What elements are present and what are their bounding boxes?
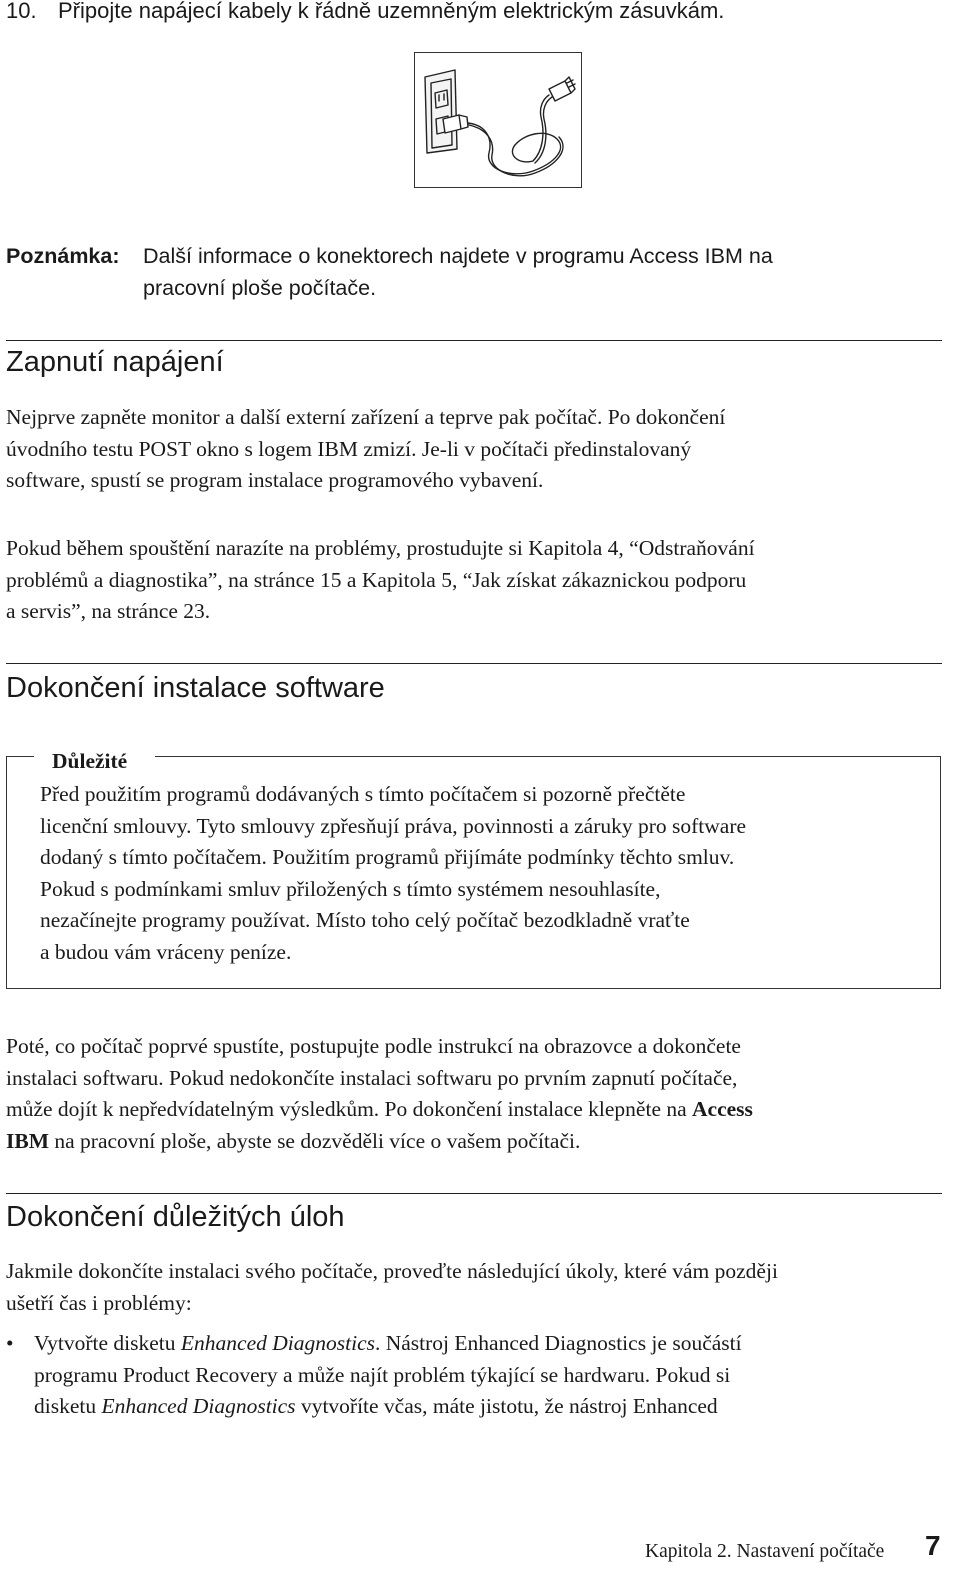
important-line: Pokud s podmínkami smluv přiložených s tímto systémem nesouhlasíte,	[40, 876, 661, 901]
bullet-marker: •	[6, 1331, 14, 1355]
note-line: Další informace o konektorech najdete v programu Access IBM na	[143, 244, 773, 268]
paragraph-text: může dojít k nepředvídatelným výsledkům. Po dokončení instalace klepněte na	[6, 1097, 693, 1121]
troubleshooting-paragraph	[6, 533, 941, 628]
section-rule	[6, 663, 942, 664]
heading-power-on: Zapnutí napájení	[6, 346, 224, 378]
bullet-line	[34, 1328, 934, 1360]
paragraph-line: problémů a diagnostika”, na stránce 15 a Kapitola 5, “Jak získat zákaznickou podporu	[6, 567, 747, 592]
step-text: Připojte napájecí kabely k řádně uzemněným elektrickým zásuvkám.	[58, 0, 725, 23]
access-ibm-keyword: IBM	[6, 1128, 49, 1153]
important-line: Před použitím programů dodávaných s tímto počítačem si pozorně přečtěte	[40, 782, 686, 806]
software-install-paragraph	[6, 1031, 941, 1157]
heading-software-install: Dokončení instalace software	[6, 672, 385, 704]
section-rule	[6, 1193, 942, 1194]
access-ibm-keyword: Access	[692, 1097, 753, 1121]
important-line: nezačínejte programy používat. Místo toho celý počítač bezodkladně vraťte	[40, 908, 690, 932]
bullet-item-diagnostics	[34, 1328, 934, 1423]
paragraph-line: Pokud během spouštění narazíte na problémy, prostudujte si Kapitola 4, “Odstraňování	[6, 536, 755, 560]
paragraph-text: na pracovní ploše, abyste se dozvěděli více o vašem počítači.	[49, 1128, 581, 1153]
bullet-text: vytvoříte včas, máte jistotu, že nástroj Enhanced	[295, 1394, 718, 1418]
important-line: licenční smlouvy. Tyto smlouvy zpřesňují práva, povinnosti a záruky pro software	[40, 813, 747, 838]
paragraph-line	[6, 1094, 941, 1126]
important-text	[40, 779, 930, 968]
tasks-intro-paragraph	[6, 1256, 941, 1319]
power-on-paragraph	[6, 402, 941, 497]
step-number: 10.	[6, 0, 37, 23]
step-10	[6, 0, 724, 26]
heading-important-tasks: Dokončení důležitých úloh	[6, 1201, 345, 1233]
bullet-text: Vytvořte disketu	[34, 1331, 181, 1355]
important-title: Důležité	[52, 749, 128, 773]
paragraph-line: a servis”, na stránce 23.	[6, 599, 211, 623]
bullet-text: . Nástroj Enhanced Diagnostics je součástí	[374, 1331, 742, 1355]
paragraph-line: ušetří čas i problémy:	[6, 1290, 192, 1315]
section-rule	[6, 340, 942, 341]
paragraph-line	[6, 1126, 941, 1158]
product-name: Enhanced Diagnostics	[180, 1331, 375, 1355]
paragraph-line: instalaci softwaru. Pokud nedokončíte instalaci softwaru po prvním zapnutí počítače,	[6, 1065, 738, 1090]
bullet-line: programu Product Recovery a může najít problém týkající se hardwaru. Pokud si	[34, 1362, 731, 1387]
page-number: 7	[925, 1530, 941, 1561]
important-line: a budou vám vráceny peníze.	[40, 939, 292, 964]
product-name: Enhanced Diagnostics	[101, 1394, 296, 1418]
important-box-top-right	[155, 756, 941, 757]
footer-chapter: Kapitola 2. Nastavení počítače	[645, 1541, 885, 1562]
note-text	[143, 241, 933, 304]
note-line: pracovní ploše počítače.	[143, 275, 377, 300]
paragraph-line: úvodního testu POST okno s logem IBM zmizí. Je-li v počítači předinstalovaný	[6, 436, 692, 461]
important-line: dodaný s tímto počítačem. Použitím programů přijímáte podmínky těchto smluv.	[40, 845, 735, 869]
paragraph-line: Jakmile dokončíte instalaci svého počítače, proveďte následující úkoly, které vám později	[6, 1259, 778, 1283]
note-label: Poznámka:	[6, 244, 120, 268]
power-outlet-illustration	[414, 52, 582, 188]
power-cord-plug-icon	[415, 53, 580, 186]
paragraph-line: Nejprve zapněte monitor a další externí zařízení a teprve pak počítač. Po dokončení	[6, 405, 726, 429]
paragraph-line: Poté, co počítač poprvé spustíte, postupujte podle instrukcí na obrazovce a dokončete	[6, 1034, 741, 1058]
paragraph-line: software, spustí se program instalace programového vybavení.	[6, 468, 544, 492]
important-box-top-left	[6, 756, 34, 757]
bullet-line	[34, 1391, 934, 1423]
bullet-text: disketu	[34, 1394, 102, 1418]
